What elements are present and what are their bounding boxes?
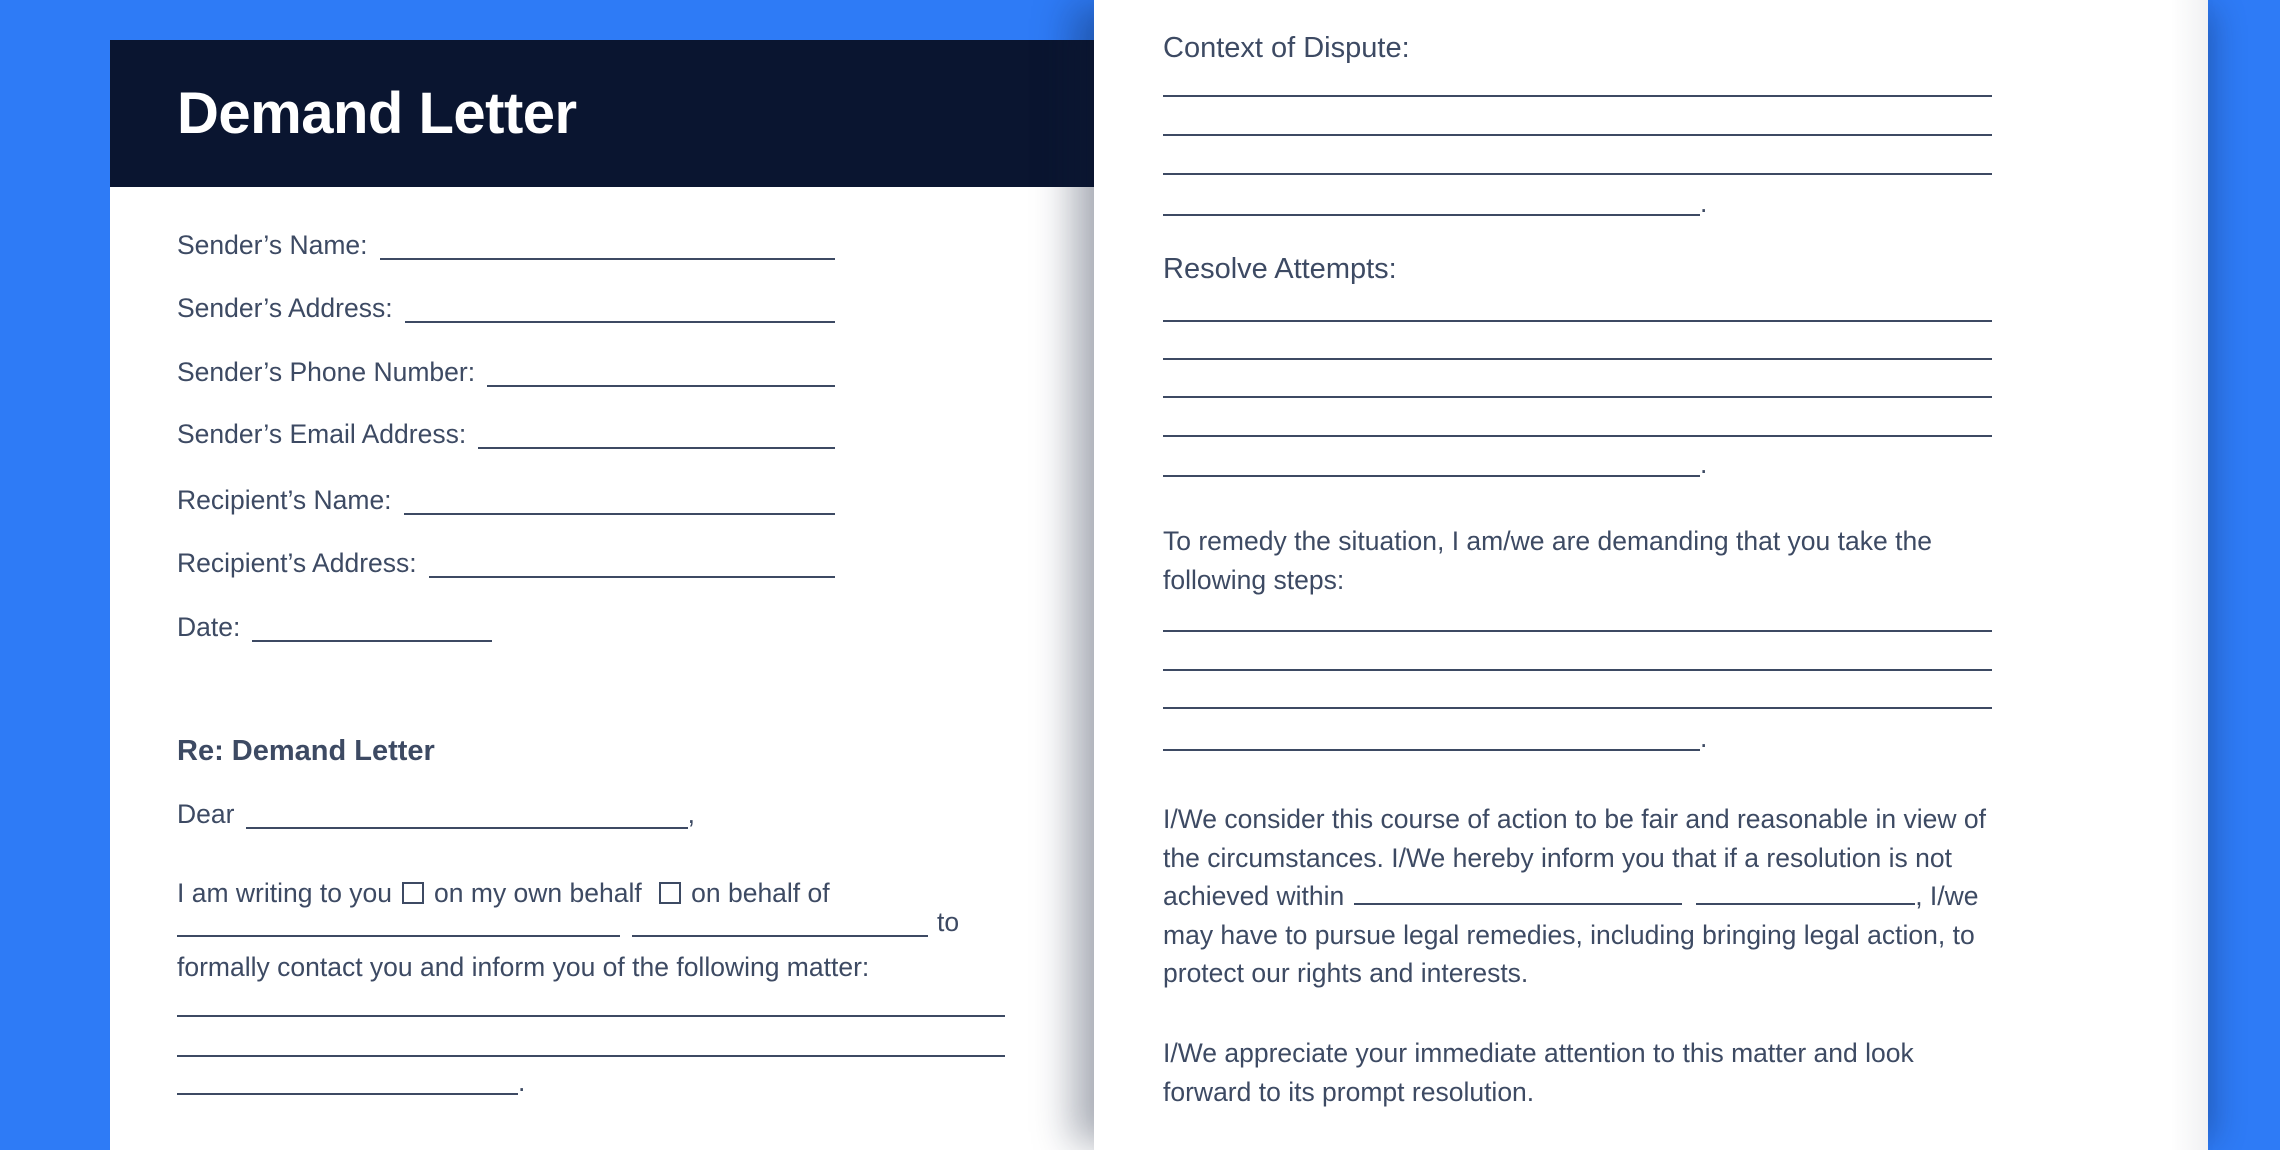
- paragraph-line: To remedy the situation, I am/we are demanding that you take the: [1163, 526, 1932, 556]
- sender-name-field: [177, 226, 835, 260]
- recipient-address-field: [177, 544, 835, 578]
- matter-blank-line-3: [177, 1067, 525, 1095]
- paragraph-line: I/We appreciate your immediate attention to this matter and look: [1163, 1038, 1914, 1068]
- paragraph-line: protect our rights and interests.: [1163, 958, 1529, 988]
- resolve-blank-line-5-rule[interactable]: [1163, 449, 1700, 477]
- matter-blank-line-3-rule[interactable]: [177, 1067, 518, 1095]
- re-subject-heading: Re: Demand Letter: [177, 735, 435, 767]
- paragraph-line: forward to its prompt resolution.: [1163, 1076, 1535, 1107]
- resolve-blank-line-2[interactable]: [1163, 358, 1992, 360]
- behalf-blank-line-2[interactable]: [632, 903, 928, 937]
- context-blank-line-1[interactable]: [1163, 95, 1992, 97]
- page-title: Demand Letter: [177, 81, 577, 146]
- recipient-name-blank-line[interactable]: [404, 481, 835, 515]
- salutation-comma: ,: [687, 799, 695, 829]
- resolve-blank-line-1[interactable]: [1163, 320, 1992, 322]
- recipient-address-blank-line[interactable]: [429, 544, 835, 578]
- writing-intro-part1: I am writing to you: [177, 878, 393, 908]
- field-label: Sender’s Name:: [177, 230, 368, 260]
- sentence-period: .: [1700, 723, 1708, 753]
- context-blank-line-2[interactable]: [1163, 134, 1992, 136]
- paragraph-line-with-blanks: [1163, 877, 1986, 916]
- remedy-blank-line-2[interactable]: [1163, 669, 1992, 671]
- sender-address-field: [177, 289, 835, 323]
- appreciate-paragraph: [1163, 1034, 1914, 1111]
- resolve-attempts-heading: Resolve Attempts:: [1163, 253, 1397, 285]
- field-label: Recipient’s Address:: [177, 548, 417, 578]
- resolve-blank-line-4[interactable]: [1163, 435, 1992, 437]
- salutation-blank-line[interactable]: [246, 795, 687, 829]
- context-blank-line-4: [1163, 188, 1707, 216]
- paragraph-line: following steps:: [1163, 564, 1345, 595]
- field-label: Recipient’s Name:: [177, 485, 392, 515]
- remedy-paragraph: [1163, 522, 1932, 599]
- remedy-blank-line-4: [1163, 723, 1707, 751]
- achieved-within-text: achieved within: [1163, 881, 1345, 911]
- sender-email-blank-line[interactable]: [478, 415, 835, 449]
- behalf-blanks-row: [177, 903, 1080, 937]
- field-label: Date:: [177, 612, 241, 642]
- salutation-row: [177, 795, 695, 829]
- paragraph-line: the circumstances. I/We hereby inform you that if a resolution is not: [1163, 842, 1952, 873]
- matter-intro-line: formally contact you and inform you of the following matter:: [177, 952, 870, 982]
- own-behalf-checkbox-icon[interactable]: [402, 882, 424, 904]
- deadline-blank-line-2[interactable]: [1696, 883, 1915, 905]
- achieved-within-tail: , I/we: [1915, 881, 1979, 911]
- context-of-dispute-heading: Context of Dispute:: [1163, 32, 1410, 64]
- deadline-blank-line-1[interactable]: [1354, 883, 1682, 905]
- remedy-blank-line-3[interactable]: [1163, 707, 1992, 709]
- on-behalf-of-checkbox-icon[interactable]: [659, 882, 681, 904]
- resolve-blank-line-3[interactable]: [1163, 396, 1992, 398]
- field-label: Sender’s Address:: [177, 293, 393, 323]
- matter-blank-line-1[interactable]: [177, 1015, 1005, 1017]
- consider-paragraph: [1163, 800, 1986, 993]
- sentence-period: .: [518, 1067, 526, 1097]
- sentence-period: .: [1700, 188, 1708, 218]
- sender-phone-blank-line[interactable]: [487, 353, 835, 387]
- sentence-period: .: [1700, 449, 1708, 479]
- date-field: [177, 608, 492, 642]
- demand-letter-header: [110, 40, 1094, 187]
- field-label: Sender’s Phone Number:: [177, 357, 476, 387]
- sender-phone-field: [177, 353, 835, 387]
- sender-email-field: [177, 415, 835, 449]
- salutation-label: Dear: [177, 799, 235, 829]
- page-one: [110, 40, 1094, 1150]
- writing-intro-part3: on behalf of: [691, 878, 830, 908]
- paragraph-line: I/We consider this course of action to be fair and reasonable in view of: [1163, 804, 1986, 834]
- paragraph-line: may have to pursue legal remedies, including bringing legal action, to: [1163, 919, 1975, 950]
- context-blank-line-3[interactable]: [1163, 173, 1992, 175]
- writing-intro-part2: on my own behalf: [434, 878, 642, 908]
- matter-blank-line-2[interactable]: [177, 1055, 1005, 1057]
- sender-name-blank-line[interactable]: [380, 226, 835, 260]
- date-blank-line[interactable]: [252, 608, 492, 642]
- behalf-tail-word: to: [937, 907, 960, 937]
- resolve-blank-line-5: [1163, 449, 1707, 477]
- remedy-blank-line-1[interactable]: [1163, 630, 1992, 632]
- recipient-name-field: [177, 481, 835, 515]
- sender-address-blank-line[interactable]: [405, 289, 835, 323]
- context-blank-line-4-rule[interactable]: [1163, 188, 1700, 216]
- remedy-blank-line-4-rule[interactable]: [1163, 723, 1700, 751]
- behalf-blank-line-1[interactable]: [177, 903, 620, 937]
- field-label: Sender’s Email Address:: [177, 419, 467, 449]
- page-two: [1094, 0, 2208, 1150]
